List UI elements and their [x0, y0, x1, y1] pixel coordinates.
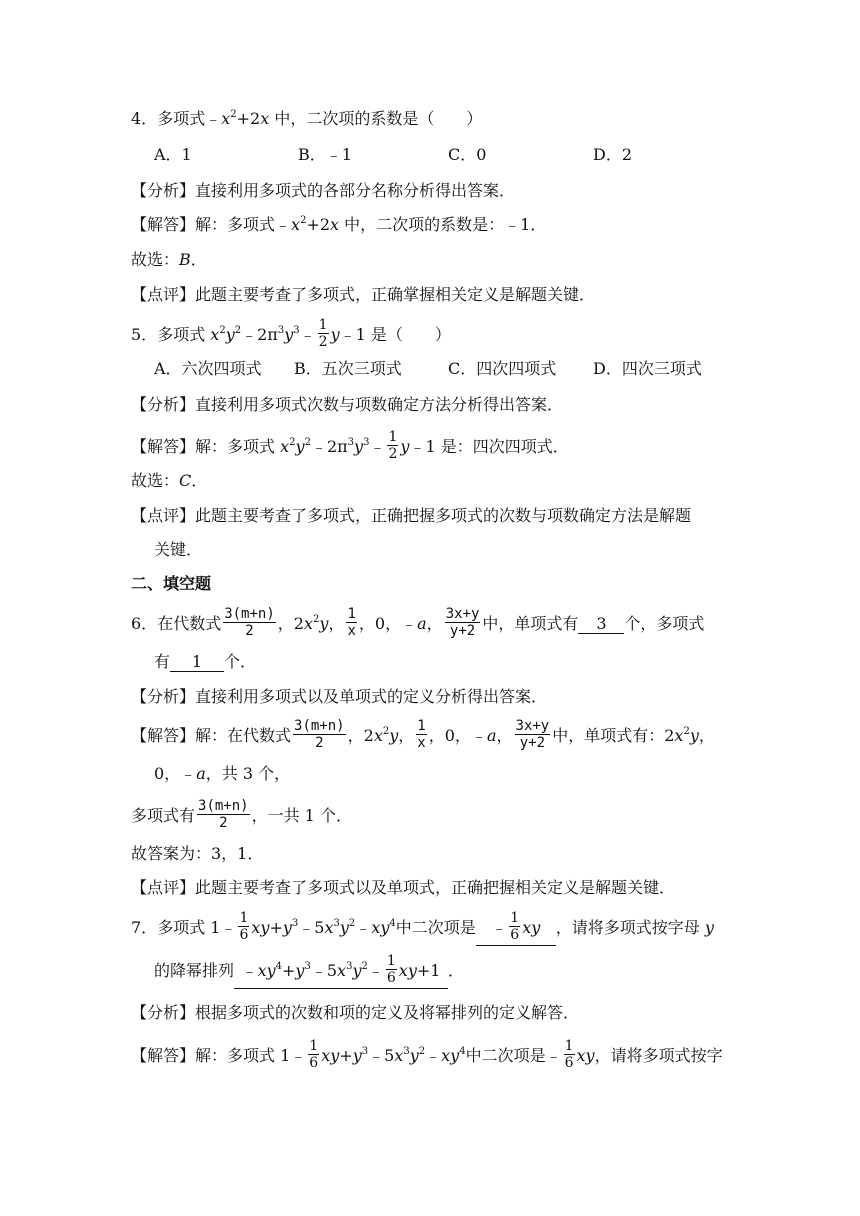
section-title: 二、填空题 — [131, 574, 212, 593]
q5-option-d: D．四次三项式 — [593, 359, 702, 378]
q4-solution: 【解答】解：多项式$﹣x^2+2x$ 中，二次项的系数是：﹣1． — [131, 214, 547, 234]
q5-stem: 5．多项式 $x^2y^2﹣2\pi^3y^3﹣$ $\frac{1}{2}$ y﹣1 是（ ） — [131, 317, 451, 350]
q6-fraction-3: $\frac{3x+y}{y+2}$ — [445, 606, 480, 639]
q7-stem-continued: 的降幂排列 $﹣xy^4+y^3﹣5x^3y^2﹣$ $\frac{1}{6}$ xy+1 ． — [154, 955, 464, 989]
q5-solution: 【解答】解：多项式 $x^2y^2﹣2\pi^3y^3﹣$ $\frac{1}{2}$ y﹣1 是：四次四项式． — [131, 429, 569, 462]
q6-fraction-1: $\frac{3(m+n)}{2}$ — [224, 606, 275, 639]
q6-solution-fraction-3: $\frac{3x+y}{y+2}$ — [515, 718, 550, 751]
q6-polynomial-line: 多项式有 $\frac{3(m+n)}{2}$ ，一共 1 个． — [131, 798, 352, 831]
q6-analysis: 【分析】直接利用多项式以及单项式的定义分析得出答案． — [131, 687, 548, 706]
q7-stem: 7．多项式 1﹣ $\frac{1}{6}$ $xy+y^3﹣5x^3y^2﹣xy^4$中二次项是 ﹣ $\frac{1}{6}$ xy ，请将多项式按字母 y — [131, 912, 714, 946]
q4-comment: 【点评】此题主要考查了多项式，正确掌握相关定义是解题关键． — [131, 285, 596, 304]
q6-comment: 【点评】此题主要考查了多项式以及单项式，正确把握相关定义是解题关键． — [131, 878, 676, 897]
q4-option-c: C．0 — [448, 145, 487, 164]
q5-option-b: B．五次三项式 — [294, 359, 402, 378]
q7-fraction: $\frac{1}{6}$ — [239, 910, 249, 943]
q6-blank-2: 1 — [170, 653, 224, 672]
q7-blank-2: $﹣xy^4+y^3﹣5x^3y^2﹣$ $\frac{1}{6}$ xy+1 — [234, 955, 448, 989]
q5-comment-continued: 关键． — [154, 540, 203, 559]
q6-stem-continued: 有 1 个． — [154, 652, 257, 671]
q5-solution-fraction: $\frac{1}{2}$ — [388, 429, 398, 462]
q6-solution-fraction-2: $\frac{1}{x}$ — [417, 718, 426, 751]
q6-solution: 【解答】解：在代数式 $\frac{3(m+n)}{2}$ ，$2x^2y$， $\frac{1}{x}$ ，0，﹣a， $\frac{3x+y}{y+2}$ 中，单项式有：$2x^2y$， — [131, 718, 715, 751]
q4-stem: 4．多项式$﹣x^2+2x$ 中，二次项的系数是（ ） — [131, 108, 483, 128]
q5-option-c: C．四次四项式 — [448, 359, 557, 378]
q4-option-a: A．1 — [154, 145, 192, 164]
q7-solution-fraction-2: $\frac{1}{6}$ — [564, 1038, 574, 1071]
q4-analysis: 【分析】直接利用多项式的各部分名称分析得出答案． — [131, 181, 516, 200]
q6-stem: 6．在代数式 $\frac{3(m+n)}{2}$ ，$2x^2y$， $\frac{1}{x}$ ，0，﹣a， $\frac{3x+y}{y+2}$ 中，单项式有 3 个，多项式 — [131, 606, 705, 639]
q4-option-b: B．﹣1 — [298, 145, 352, 164]
q6-solution-fraction-1: $\frac{3(m+n)}{2}$ — [294, 718, 345, 751]
q4-choice: 故选：B． — [131, 250, 207, 269]
q5-analysis: 【分析】直接利用多项式次数与项数确定方法分析得出答案． — [131, 395, 564, 414]
q7-solution: 【解答】解：多项式 1﹣ $\frac{1}{6}$ $xy+y^3﹣5x^3y^2﹣xy^4$中二次项是﹣ $\frac{1}{6}$ xy，请将多项式按字 — [131, 1038, 723, 1071]
q7-blank-1: ﹣ $\frac{1}{6}$ xy — [476, 912, 556, 946]
q5-option-a: A．六次四项式 — [154, 359, 262, 378]
q5-comment: 【点评】此题主要考查了多项式，正确把握多项式的次数与项数确定方法是解题 — [131, 506, 692, 525]
q6-polynomial-fraction: $\frac{3(m+n)}{2}$ — [198, 798, 249, 831]
q7-analysis: 【分析】根据多项式的次数和项的定义及将幂排列的定义解答． — [131, 1003, 580, 1022]
q6-fraction-2: $\frac{1}{x}$ — [347, 606, 356, 639]
q6-blank-1: 3 — [578, 615, 624, 634]
q7-solution-fraction: $\frac{1}{6}$ — [309, 1038, 319, 1071]
q6-solution-continued: 0，﹣a，共 3 个， — [154, 764, 291, 783]
q5-fraction: $\frac{1}{2}$ — [318, 317, 328, 350]
q6-answer: 故答案为：3，1． — [131, 844, 264, 863]
q4-option-d: D．2 — [593, 145, 633, 164]
q5-choice: 故选：C． — [131, 471, 208, 490]
